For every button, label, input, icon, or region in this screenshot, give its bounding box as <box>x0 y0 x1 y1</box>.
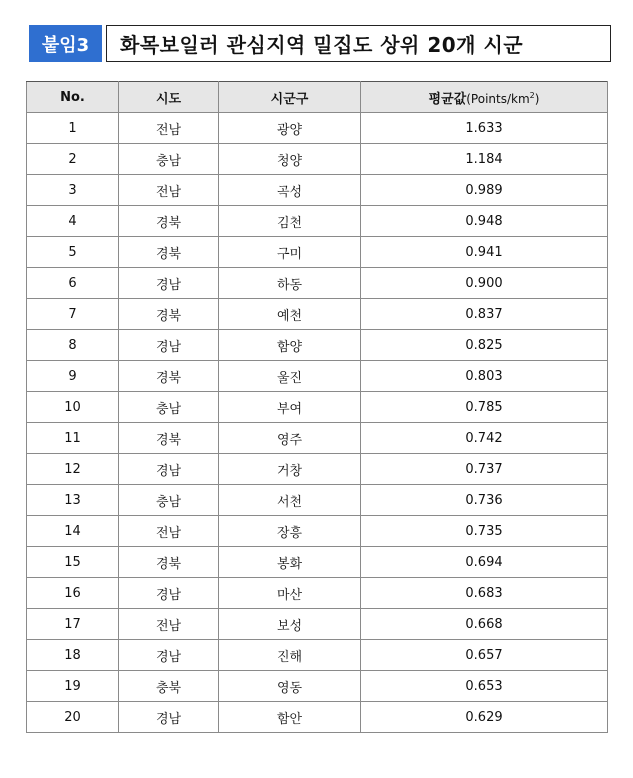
cell-sigungu: 봉화 <box>219 547 361 578</box>
cell-sido: 경남 <box>119 702 219 733</box>
cell-no: 16 <box>27 578 119 609</box>
document-header <box>29 25 611 62</box>
cell-average: 0.825 <box>361 330 608 361</box>
table-row <box>27 237 608 268</box>
table-row <box>27 547 608 578</box>
cell-average: 0.941 <box>361 237 608 268</box>
attachment-badge: 붙임3 <box>29 25 102 62</box>
column-header-average <box>361 82 608 113</box>
table-row <box>27 392 608 423</box>
cell-no: 20 <box>27 702 119 733</box>
cell-sigungu: 김천 <box>219 206 361 237</box>
cell-no: 1 <box>27 113 119 144</box>
cell-average: 1.633 <box>361 113 608 144</box>
cell-sido: 경북 <box>119 237 219 268</box>
cell-sido: 전남 <box>119 516 219 547</box>
cell-average: 0.989 <box>361 175 608 206</box>
table-row <box>27 702 608 733</box>
table-row <box>27 268 608 299</box>
cell-sigungu: 광양 <box>219 113 361 144</box>
table-row <box>27 206 608 237</box>
table-row <box>27 609 608 640</box>
cell-sido: 경남 <box>119 640 219 671</box>
cell-average: 0.737 <box>361 454 608 485</box>
cell-average: 0.668 <box>361 609 608 640</box>
cell-no: 2 <box>27 144 119 175</box>
cell-average: 0.742 <box>361 423 608 454</box>
column-header-sigungu: 시군구 <box>219 82 361 113</box>
unit-prefix: (Points/km <box>466 91 530 106</box>
cell-no: 4 <box>27 206 119 237</box>
cell-sido: 전남 <box>119 175 219 206</box>
cell-sigungu: 보성 <box>219 609 361 640</box>
cell-average: 0.735 <box>361 516 608 547</box>
cell-sido: 충북 <box>119 671 219 702</box>
cell-sido: 경남 <box>119 454 219 485</box>
cell-sigungu: 진해 <box>219 640 361 671</box>
cell-sido: 충남 <box>119 144 219 175</box>
document-title: 화목보일러 관심지역 밀집도 상위 20개 시군 <box>106 25 611 62</box>
table-row <box>27 299 608 330</box>
cell-no: 17 <box>27 609 119 640</box>
cell-sido: 경북 <box>119 423 219 454</box>
cell-sido: 전남 <box>119 113 219 144</box>
cell-sigungu: 부여 <box>219 392 361 423</box>
cell-sigungu: 거창 <box>219 454 361 485</box>
cell-no: 14 <box>27 516 119 547</box>
cell-average: 0.785 <box>361 392 608 423</box>
table-row <box>27 175 608 206</box>
cell-sido: 경북 <box>119 299 219 330</box>
table-row <box>27 516 608 547</box>
cell-average: 0.837 <box>361 299 608 330</box>
average-label: 평균값 <box>428 91 467 107</box>
table-row <box>27 671 608 702</box>
table-row <box>27 113 608 144</box>
cell-average: 0.629 <box>361 702 608 733</box>
cell-sido: 충남 <box>119 392 219 423</box>
cell-no: 18 <box>27 640 119 671</box>
cell-sigungu: 영동 <box>219 671 361 702</box>
table-row <box>27 361 608 392</box>
cell-no: 15 <box>27 547 119 578</box>
cell-average: 0.948 <box>361 206 608 237</box>
cell-sigungu: 예천 <box>219 299 361 330</box>
cell-sigungu: 하동 <box>219 268 361 299</box>
cell-sigungu: 영주 <box>219 423 361 454</box>
cell-sigungu: 곡성 <box>219 175 361 206</box>
cell-sido: 경남 <box>119 330 219 361</box>
ranking-table <box>26 81 608 733</box>
cell-no: 12 <box>27 454 119 485</box>
cell-sigungu: 울진 <box>219 361 361 392</box>
cell-average: 0.803 <box>361 361 608 392</box>
table-header-row <box>27 82 608 113</box>
cell-sido: 충남 <box>119 485 219 516</box>
cell-sido: 전남 <box>119 609 219 640</box>
cell-no: 10 <box>27 392 119 423</box>
table-row <box>27 640 608 671</box>
cell-sido: 경북 <box>119 547 219 578</box>
cell-average: 0.657 <box>361 640 608 671</box>
table-row <box>27 578 608 609</box>
cell-sigungu: 장흥 <box>219 516 361 547</box>
cell-no: 19 <box>27 671 119 702</box>
unit-superscript: 2 <box>529 90 535 100</box>
cell-sigungu: 청양 <box>219 144 361 175</box>
table-row <box>27 485 608 516</box>
table-row <box>27 330 608 361</box>
cell-no: 8 <box>27 330 119 361</box>
cell-average: 0.683 <box>361 578 608 609</box>
cell-no: 13 <box>27 485 119 516</box>
cell-sigungu: 함안 <box>219 702 361 733</box>
cell-no: 5 <box>27 237 119 268</box>
cell-average: 0.900 <box>361 268 608 299</box>
cell-no: 11 <box>27 423 119 454</box>
cell-average: 0.694 <box>361 547 608 578</box>
unit-suffix: ) <box>534 91 540 106</box>
table-row <box>27 454 608 485</box>
cell-average: 0.736 <box>361 485 608 516</box>
cell-sigungu: 구미 <box>219 237 361 268</box>
cell-sigungu: 서천 <box>219 485 361 516</box>
cell-sido: 경남 <box>119 268 219 299</box>
cell-sido: 경북 <box>119 206 219 237</box>
table-row <box>27 423 608 454</box>
cell-no: 9 <box>27 361 119 392</box>
cell-sido: 경북 <box>119 361 219 392</box>
column-header-sido: 시도 <box>119 82 219 113</box>
cell-no: 3 <box>27 175 119 206</box>
table-row <box>27 144 608 175</box>
cell-average: 1.184 <box>361 144 608 175</box>
cell-sido: 경남 <box>119 578 219 609</box>
cell-no: 7 <box>27 299 119 330</box>
cell-average: 0.653 <box>361 671 608 702</box>
average-unit <box>466 92 539 106</box>
cell-no: 6 <box>27 268 119 299</box>
column-header-no: No. <box>27 82 119 113</box>
table-body <box>27 113 608 733</box>
cell-sigungu: 마산 <box>219 578 361 609</box>
cell-sigungu: 함양 <box>219 330 361 361</box>
